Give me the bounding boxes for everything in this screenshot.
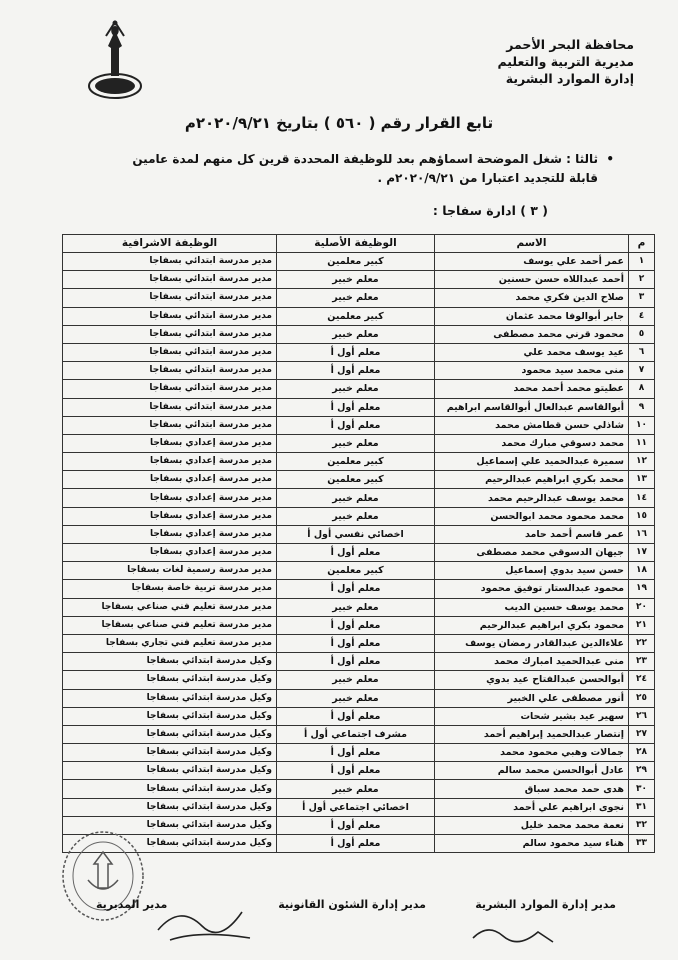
table-row <box>63 507 655 525</box>
table-row <box>63 416 655 434</box>
header-line-hr: إدارة الموارد البشرية <box>505 71 634 86</box>
row-number: ٣ <box>629 289 655 307</box>
table-header-row <box>63 235 655 253</box>
table-row <box>63 325 655 343</box>
row-supervisory-job: مدير مدرسة إعدادي بسفاجا <box>63 507 277 525</box>
row-name: عادل أبوالحسن محمد سالم <box>435 762 629 780</box>
row-name: عطيتو محمد أحمد محمد <box>435 380 629 398</box>
row-supervisory-job: مدير مدرسة تعليم فني صناعي بسفاجا <box>63 616 277 634</box>
header-num: م <box>629 235 655 253</box>
row-name: علاءالدين عبدالقادر رمضان يوسف <box>435 634 629 652</box>
row-supervisory-job: مدير مدرسة رسمية لغات بسفاجا <box>63 562 277 580</box>
table-row <box>63 544 655 562</box>
row-name: جمالات وهبي محمود محمد <box>435 744 629 762</box>
table-row <box>63 489 655 507</box>
table-row <box>63 653 655 671</box>
row-name: حسن سيد بدوي إسماعيل <box>435 562 629 580</box>
row-name: أحمد عبداللاه حسن حسنين <box>435 271 629 289</box>
row-number: ٢٣ <box>629 653 655 671</box>
row-original-job: معلم أول أ <box>277 634 435 652</box>
row-original-job: معلم خبير <box>277 289 435 307</box>
row-supervisory-job: مدير مدرسة ابتدائي بسفاجا <box>63 398 277 416</box>
header-block <box>354 36 634 87</box>
row-name: منى محمد سيد محمود <box>435 362 629 380</box>
row-number: ١٤ <box>629 489 655 507</box>
row-name: نعمة محمد محمد خليل <box>435 816 629 834</box>
header-original-job: الوظيفة الأصلية <box>277 235 435 253</box>
row-number: ١٥ <box>629 507 655 525</box>
row-supervisory-job: وكيل مدرسة ابتدائي بسفاجا <box>63 725 277 743</box>
row-name: إنتصار عبدالحميد إبراهيم أحمد <box>435 725 629 743</box>
row-original-job: معلم خبير <box>277 271 435 289</box>
row-number: ١٦ <box>629 525 655 543</box>
row-original-job: معلم أول أ <box>277 616 435 634</box>
table-row <box>63 289 655 307</box>
table-row <box>63 471 655 489</box>
row-number: ١ <box>629 253 655 271</box>
table-row <box>63 598 655 616</box>
signature-directorate-director: مدير المديرية <box>96 898 168 911</box>
row-number: ٢٧ <box>629 725 655 743</box>
decision-paragraph <box>78 150 614 188</box>
row-original-job: معلم أول أ <box>277 653 435 671</box>
row-name: منى عبدالحميد امبارك محمد <box>435 653 629 671</box>
header-line-directorate: مديرية التربية والتعليم <box>497 54 634 69</box>
row-supervisory-job: مدير مدرسة ابتدائي بسفاجا <box>63 380 277 398</box>
header-name: الاسم <box>435 235 629 253</box>
table-row <box>63 307 655 325</box>
row-number: ٣٢ <box>629 816 655 834</box>
row-supervisory-job: وكيل مدرسة ابتدائي بسفاجا <box>63 762 277 780</box>
table-row <box>63 780 655 798</box>
row-original-job: كبير معلمين <box>277 453 435 471</box>
row-supervisory-job: وكيل مدرسة ابتدائي بسفاجا <box>63 816 277 834</box>
row-name: محمد بكري ابراهيم عبدالرحيم <box>435 471 629 489</box>
row-number: ٣٠ <box>629 780 655 798</box>
row-original-job: كبير معلمين <box>277 471 435 489</box>
row-number: ١١ <box>629 434 655 452</box>
row-supervisory-job: وكيل مدرسة ابتدائي بسفاجا <box>63 780 277 798</box>
table-row <box>63 434 655 452</box>
row-number: ١٨ <box>629 562 655 580</box>
row-original-job: معلم خبير <box>277 380 435 398</box>
row-name: هناء سيد محمود سالم <box>435 835 629 853</box>
row-original-job: اخصائي نفسي أول أ <box>277 525 435 543</box>
signature-scribble-hr <box>468 918 558 948</box>
row-original-job: معلم خبير <box>277 507 435 525</box>
row-number: ٥ <box>629 325 655 343</box>
table-row <box>63 525 655 543</box>
appointments-table <box>62 234 655 853</box>
row-supervisory-job: مدير مدرسة إعدادي بسفاجا <box>63 471 277 489</box>
row-supervisory-job: مدير مدرسة ابتدائي بسفاجا <box>63 307 277 325</box>
row-name: سميرة عبدالحميد علي إسماعيل <box>435 453 629 471</box>
row-name: عمر أحمد علي يوسف <box>435 253 629 271</box>
row-number: ٢٢ <box>629 634 655 652</box>
row-original-job: معلم أول أ <box>277 835 435 853</box>
row-original-job: معلم خبير <box>277 489 435 507</box>
row-number: ٢٩ <box>629 762 655 780</box>
row-name: أنور مصطفى علي الخبير <box>435 689 629 707</box>
row-supervisory-job: مدير مدرسة إعدادي بسفاجا <box>63 489 277 507</box>
row-original-job: كبير معلمين <box>277 562 435 580</box>
row-original-job: كبير معلمين <box>277 253 435 271</box>
row-name: أبوالقاسم عبدالعال أبوالقاسم ابراهيم <box>435 398 629 416</box>
row-supervisory-job: مدير مدرسة إعدادي بسفاجا <box>63 544 277 562</box>
row-supervisory-job: مدير مدرسة تربية خاصة بسفاجا <box>63 580 277 598</box>
row-name: هدى حمد محمد سباق <box>435 780 629 798</box>
row-supervisory-job: مدير مدرسة إعدادي بسفاجا <box>63 453 277 471</box>
row-original-job: معلم أول أ <box>277 416 435 434</box>
row-number: ٢١ <box>629 616 655 634</box>
row-supervisory-job: مدير مدرسة إعدادي بسفاجا <box>63 434 277 452</box>
row-number: ١٣ <box>629 471 655 489</box>
row-supervisory-job: وكيل مدرسة ابتدائي بسفاجا <box>63 744 277 762</box>
row-name: نجوى ابراهيم علي أحمد <box>435 798 629 816</box>
row-original-job: معلم أول أ <box>277 816 435 834</box>
decision-title: تابع القرار رقم ( ٥٦٠ ) بتاريخ ٢٠٢٠/٩/٢١م <box>184 114 494 132</box>
signature-legal-manager: مدير إدارة الشئون القانونية <box>278 898 426 911</box>
row-name: محمد يوسف حسين الديب <box>435 598 629 616</box>
table-row <box>63 816 655 834</box>
table-row <box>63 725 655 743</box>
row-name: عمر قاسم أحمد حامد <box>435 525 629 543</box>
row-supervisory-job: مدير مدرسة ابتدائي بسفاجا <box>63 416 277 434</box>
row-number: ٢٥ <box>629 689 655 707</box>
row-number: ٧ <box>629 362 655 380</box>
table-row <box>63 707 655 725</box>
row-original-job: معلم خبير <box>277 689 435 707</box>
row-name: جيهان الدسوقي محمد مصطفى <box>435 544 629 562</box>
bullet-icon: • <box>606 152 614 166</box>
section-heading: ( ٣ ) ادارة سفاجا : <box>432 203 548 218</box>
table-row <box>63 380 655 398</box>
row-number: ٣٣ <box>629 835 655 853</box>
row-supervisory-job: وكيل مدرسة ابتدائي بسفاجا <box>63 835 277 853</box>
row-original-job: اخصائي اجتماعي أول أ <box>277 798 435 816</box>
row-number: ٢٦ <box>629 707 655 725</box>
row-original-job: معلم أول أ <box>277 744 435 762</box>
row-supervisory-job: وكيل مدرسة ابتدائي بسفاجا <box>63 671 277 689</box>
table-row <box>63 762 655 780</box>
table-row <box>63 398 655 416</box>
row-number: ١٩ <box>629 580 655 598</box>
row-supervisory-job: مدير مدرسة ابتدائي بسفاجا <box>63 362 277 380</box>
row-original-job: معلم أول أ <box>277 544 435 562</box>
row-name: محمد محمود محمد ابوالحسن <box>435 507 629 525</box>
row-original-job: معلم أول أ <box>277 362 435 380</box>
row-number: ٢٤ <box>629 671 655 689</box>
table-row <box>63 271 655 289</box>
row-name: محمود بكري ابراهيم عبدالرحيم <box>435 616 629 634</box>
row-name: محمد دسوقي مبارك محمد <box>435 434 629 452</box>
row-supervisory-job: مدير مدرسة ابتدائي بسفاجا <box>63 253 277 271</box>
row-supervisory-job: وكيل مدرسة ابتدائي بسفاجا <box>63 653 277 671</box>
signature-hr-manager: مدير إدارة الموارد البشرية <box>475 898 616 911</box>
row-name: أبوالحسن عبدالفتاح عيد بدوي <box>435 671 629 689</box>
row-number: ١٢ <box>629 453 655 471</box>
table-row <box>63 562 655 580</box>
row-original-job: معلم أول أ <box>277 707 435 725</box>
row-name: محمد يوسف عبدالرحيم محمد <box>435 489 629 507</box>
table-row <box>63 343 655 361</box>
table-row <box>63 580 655 598</box>
row-original-job: معلم خبير <box>277 671 435 689</box>
row-supervisory-job: مدير مدرسة تعليم فني تجاري بسفاجا <box>63 634 277 652</box>
row-number: ١٠ <box>629 416 655 434</box>
row-supervisory-job: مدير مدرسة ابتدائي بسفاجا <box>63 271 277 289</box>
row-original-job: معلم أول أ <box>277 398 435 416</box>
row-name: صلاح الدين فكري محمد <box>435 289 629 307</box>
table-row <box>63 634 655 652</box>
row-number: ٣١ <box>629 798 655 816</box>
table-body <box>63 253 655 853</box>
row-number: ٢٠ <box>629 598 655 616</box>
row-original-job: مشرف اجتماعي أول أ <box>277 725 435 743</box>
table-row <box>63 362 655 380</box>
row-name: محمود قرني محمد مصطفى <box>435 325 629 343</box>
row-name: جابر أبوالوفا محمد عثمان <box>435 307 629 325</box>
row-supervisory-job: مدير مدرسة ابتدائي بسفاجا <box>63 289 277 307</box>
table-row <box>63 453 655 471</box>
row-number: ٨ <box>629 380 655 398</box>
row-supervisory-job: مدير مدرسة ابتدائي بسفاجا <box>63 325 277 343</box>
row-original-job: معلم أول أ <box>277 762 435 780</box>
row-number: ٢ <box>629 271 655 289</box>
row-number: ١٧ <box>629 544 655 562</box>
table-row <box>63 689 655 707</box>
row-number: ٩ <box>629 398 655 416</box>
row-number: ٢٨ <box>629 744 655 762</box>
row-supervisory-job: وكيل مدرسة ابتدائي بسفاجا <box>63 798 277 816</box>
row-original-job: معلم أول أ <box>277 580 435 598</box>
table-row <box>63 798 655 816</box>
paragraph-line-2: قابلة للتجديد اعتبارا من ٢٠٢٠/٩/٢١م . <box>377 171 598 185</box>
paragraph-line-1: ثالثا : شغل الموضحة اسماؤهم بعد للوظيفة المحددة قرين كل منهم لمدة عامين <box>132 152 598 166</box>
row-supervisory-job: وكيل مدرسة ابتدائي بسفاجا <box>63 707 277 725</box>
row-number: ٦ <box>629 343 655 361</box>
row-name: شاذلي حسن قطامش محمد <box>435 416 629 434</box>
row-name: عيد يوسف محمد علي <box>435 343 629 361</box>
table-row <box>63 253 655 271</box>
governorate-logo <box>86 18 144 100</box>
row-supervisory-job: مدير مدرسة إعدادي بسفاجا <box>63 525 277 543</box>
row-supervisory-job: مدير مدرسة ابتدائي بسفاجا <box>63 343 277 361</box>
row-original-job: كبير معلمين <box>277 307 435 325</box>
table-row <box>63 616 655 634</box>
table-row <box>63 835 655 853</box>
row-name: سهير عيد بشير شحات <box>435 707 629 725</box>
row-number: ٤ <box>629 307 655 325</box>
header-supervisory-job: الوظيفة الاشرافية <box>63 235 277 253</box>
row-original-job: معلم أول أ <box>277 343 435 361</box>
row-original-job: معلم خبير <box>277 780 435 798</box>
row-original-job: معلم خبير <box>277 598 435 616</box>
row-original-job: معلم خبير <box>277 434 435 452</box>
table-row <box>63 671 655 689</box>
row-original-job: معلم خبير <box>277 325 435 343</box>
row-supervisory-job: مدير مدرسة تعليم فني صناعي بسفاجا <box>63 598 277 616</box>
row-name: محمود عبدالستار توفيق محمود <box>435 580 629 598</box>
row-supervisory-job: وكيل مدرسة ابتدائي بسفاجا <box>63 689 277 707</box>
table-row <box>63 744 655 762</box>
header-line-governorate: محافظة البحر الأحمر <box>506 37 634 52</box>
